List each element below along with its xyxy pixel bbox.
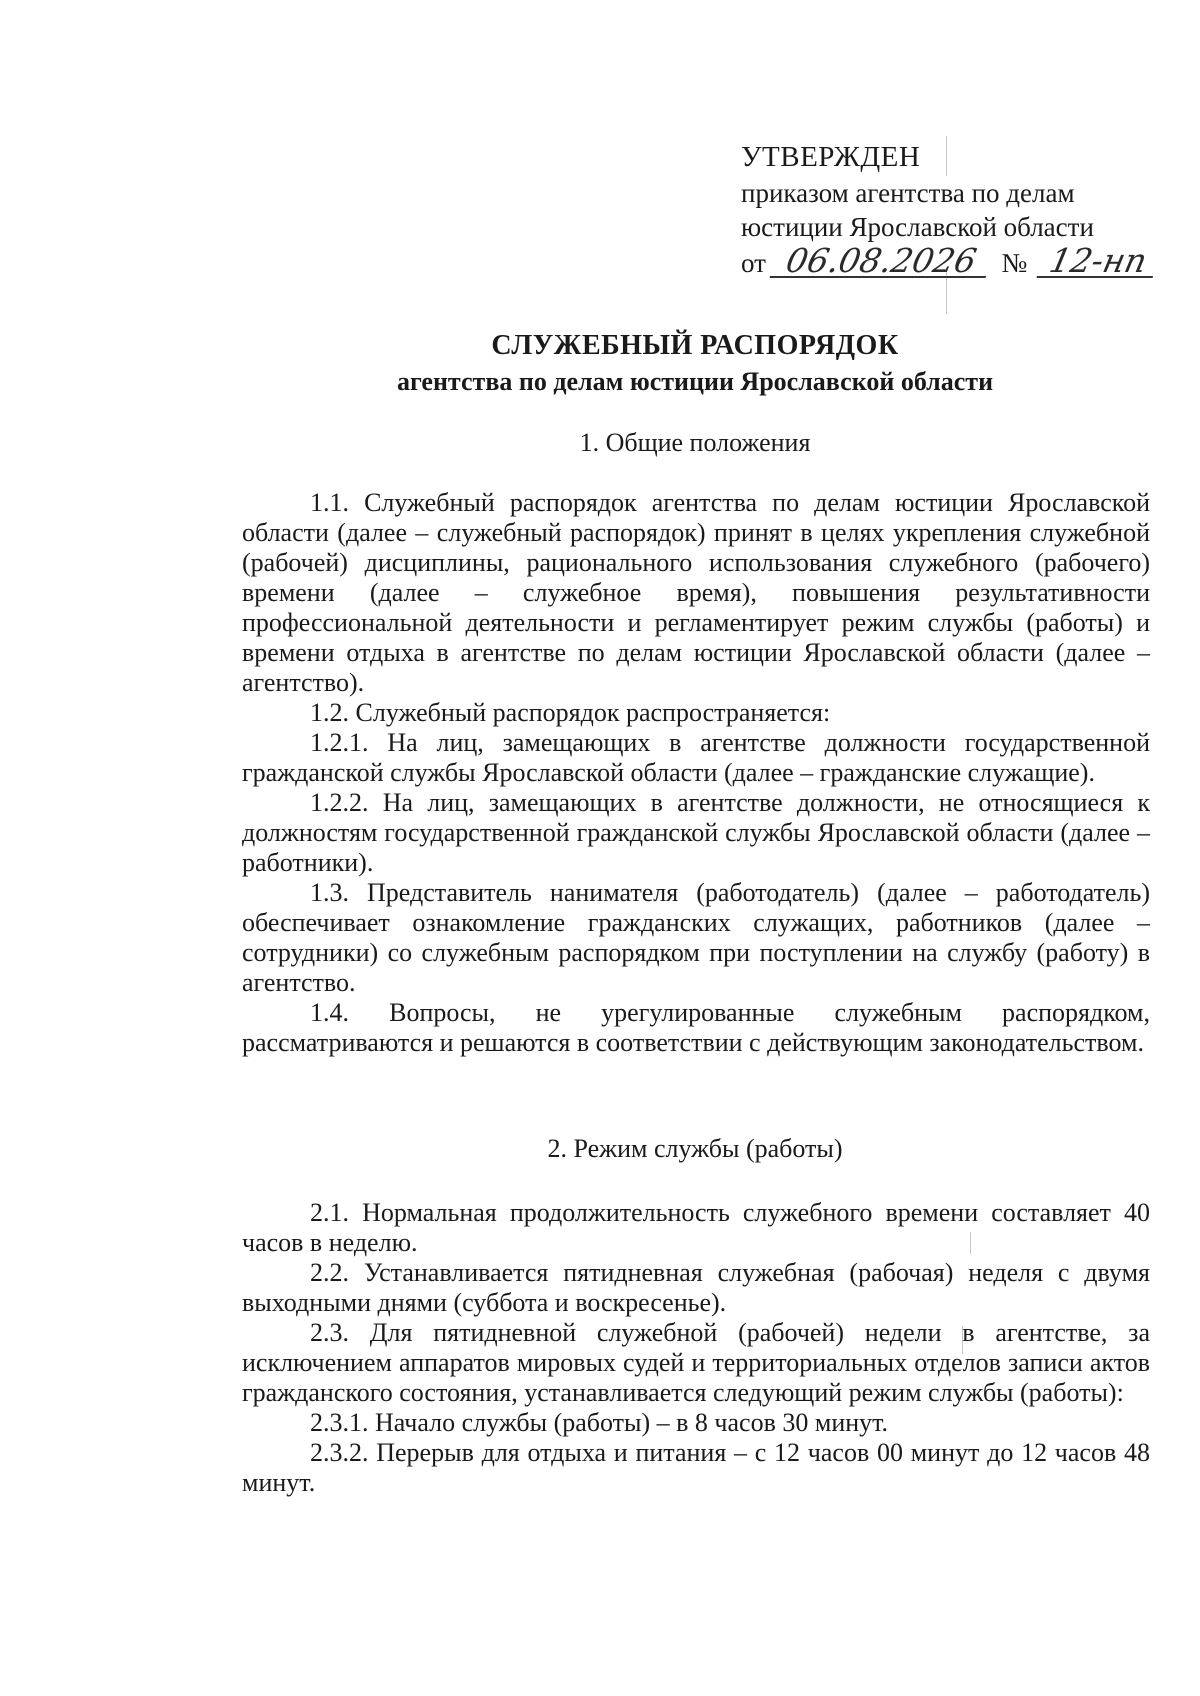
section-1-heading: 1. Общие положения [579, 428, 811, 457]
paragraph-2-3: 2.3. Для пятидневной служебной (рабочей) недели в агентстве, за исключением аппаратов мировых судей и территориальных отделов записи актов гражданского состояния, устанавливается следующий режим службы (работы): [242, 1318, 1150, 1407]
document-title: СЛУЖЕБНЫЙ РАСПОРЯДОК [491, 330, 899, 361]
paragraph-2-3-1: 2.3.1. Начало службы (работы) – в 8 часов 30 минут. [310, 1408, 889, 1437]
handwritten-date: 06.08.2026 [769, 246, 992, 278]
paragraph-2-1: 2.1. Нормальная продолжительность служебного времени составляет 40 часов в неделю. [242, 1198, 1150, 1257]
approval-agency-line: юстиции Ярославской области [741, 212, 1094, 242]
approval-block [741, 140, 1161, 280]
section-2-heading: 2. Режим службы (работы) [547, 1134, 843, 1163]
paragraph-2-3-2: 2.3.2. Перерыв для отдыха и питания – с 12 часов 00 минут до 12 часов 48 минут. [242, 1438, 1150, 1497]
section-2-body [242, 1198, 1150, 1498]
document-subtitle: агентства по делам юстиции Ярославской области [396, 367, 994, 396]
paragraph-1-2-2: 1.2.2. На лиц, замещающих в агентстве должности, не относящиеся к должностям государственной гражданской службы Ярославской области (далее – работники). [242, 788, 1150, 877]
approval-date-number-line [741, 241, 1161, 280]
paragraph-1-2: 1.2. Служебный распорядок распространяется: [310, 698, 831, 727]
paragraph-1-1: 1.1. Служебный распорядок агентства по делам юстиции Ярославской области (далее – служебный распорядок) принят в целях укрепления служебной (рабочей) дисциплины, рационального использования служебного (рабочего) времени (далее – служебное время), повышения результативности профессиональной деятельности и регламентирует режим службы (работы) и времени отдыха в агентстве по делам юстиции Ярославской области (далее – агентство). [242, 488, 1150, 697]
number-label: № [1001, 248, 1028, 278]
from-label: от [741, 248, 766, 278]
approval-heading: УТВЕРЖДЕН [741, 141, 921, 173]
paragraph-1-2-1: 1.2.1. На лиц, замещающих в агентстве должности государственной гражданской службы Ярославской области (далее – гражданские служащие). [242, 728, 1150, 787]
paragraph-2-2: 2.2. Устанавливается пятидневная служебная (рабочая) неделя с двумя выходными днями (суббота и воскресенье). [242, 1258, 1150, 1317]
paragraph-1-3: 1.3. Представитель нанимателя (работодатель) (далее – работодатель) обеспечивает ознакомление гражданских служащих, работников (далее – сотрудники) со служебным распорядком при поступлении на службу (работу) в агентство. [242, 878, 1150, 997]
handwritten-number: 12-нп [1037, 246, 1160, 278]
section-1-body [242, 488, 1150, 1058]
paragraph-1-4: 1.4. Вопросы, не урегулированные служебным распорядком, рассматриваются и решаются в соответствии с действующим законодательством. [242, 998, 1150, 1057]
approval-order-line: приказом агентства по делам [741, 178, 1075, 208]
